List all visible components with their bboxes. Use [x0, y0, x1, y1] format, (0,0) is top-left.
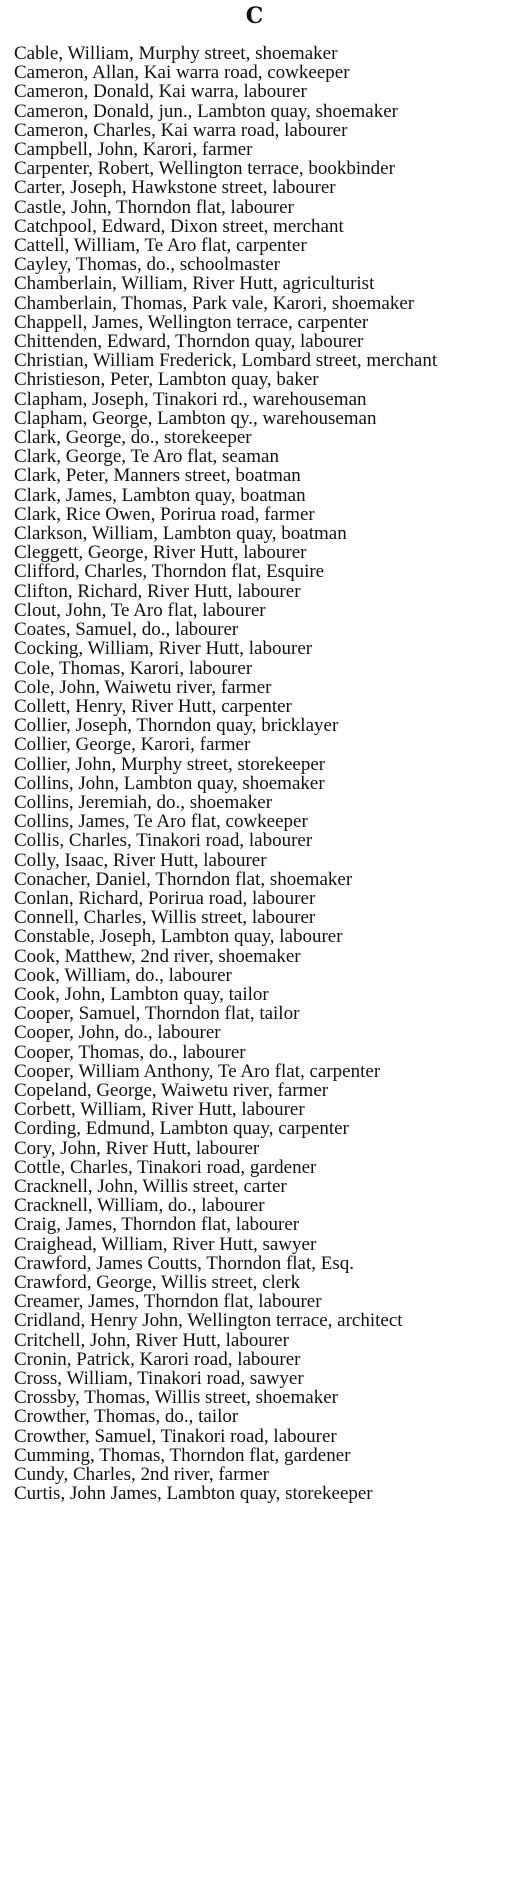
directory-entry: Crawford, George, Willis street, clerk: [14, 1272, 301, 1293]
directory-entry: Copeland, George, Waiwetu river, farmer: [14, 1079, 329, 1101]
directory-entry: Clapham, George, Lambton qy., warehouseman: [14, 407, 377, 429]
directory-entry: Critchell, John, River Hutt, labourer: [14, 1329, 289, 1351]
directory-entry: Clifford, Charles, Thorndon flat, Esquire: [14, 561, 325, 583]
directory-entry: Conlan, Richard, Porirua road, labourer: [14, 887, 316, 909]
directory-entry: Cameron, Donald, Kai warra, labourer: [14, 81, 307, 103]
directory-entry: Cameron, Allan, Kai warra road, cowkeeper: [14, 62, 350, 84]
directory-entry-list: [8, 44, 502, 1503]
directory-entry: Clifton, Richard, River Hutt, labourer: [14, 580, 301, 602]
directory-entry: Clapham, Joseph, Tinakori rd., warehouseman: [14, 388, 367, 410]
directory-entry: Cocking, William, River Hutt, labourer: [14, 638, 313, 660]
directory-entry: Curtis, John James, Lambton quay, storekeeper: [14, 1483, 373, 1505]
directory-entry: Clark, George, Te Aro flat, seaman: [14, 446, 279, 468]
directory-entry: Catchpool, Edward, Dixon street, merchant: [14, 215, 344, 237]
directory-entry: Christieson, Peter, Lambton quay, baker: [14, 369, 319, 391]
directory-entry: Creamer, James, Thorndon flat, labourer: [14, 1291, 322, 1313]
directory-entry: Craighead, William, River Hutt, sawyer: [14, 1233, 317, 1255]
directory-entry: Cracknell, William, do., labourer: [14, 1195, 265, 1217]
directory-entry: Clark, Rice Owen, Porirua road, farmer: [14, 503, 315, 525]
directory-entry: Cole, John, Waiwetu river, farmer: [14, 676, 272, 698]
directory-entry: Christian, William Frederick, Lombard street, merchant: [14, 350, 438, 372]
directory-entry: Cayley, Thomas, do., schoolmaster: [14, 254, 280, 276]
directory-entry: Cameron, Charles, Kai warra road, labourer: [14, 119, 348, 141]
directory-entry: Connell, Charles, Willis street, labourer: [14, 907, 316, 929]
directory-entry: Chamberlain, Thomas, Park vale, Karori, shoemaker: [14, 292, 415, 314]
directory-entry: Cridland, Henry John, Wellington terrace, architect: [14, 1310, 403, 1332]
directory-entry: Cooper, Thomas, do., labourer: [14, 1041, 246, 1063]
directory-entry: Cross, William, Tinakori road, sawyer: [14, 1368, 304, 1390]
directory-entry: Castle, John, Thorndon flat, labourer: [14, 196, 294, 218]
directory-entry: Cameron, Donald, jun., Lambton quay, shoemaker: [14, 100, 398, 122]
directory-entry: Cleggett, George, River Hutt, labourer: [14, 542, 307, 564]
directory-entry: Collins, James, Te Aro flat, cowkeeper: [14, 811, 308, 833]
directory-entry: Crawford, James Coutts, Thorndon flat, Esq.: [14, 1252, 355, 1274]
directory-entry: Cooper, Samuel, Thorndon flat, tailor: [14, 1003, 300, 1025]
directory-entry: Cottle, Charles, Tinakori road, gardener: [14, 1156, 317, 1178]
directory-entry: Clout, John, Te Aro flat, labourer: [14, 599, 266, 621]
directory-entry: Clark, James, Lambton quay, boatman: [14, 484, 306, 506]
directory-entry: Chittenden, Edward, Thorndon quay, labourer: [14, 331, 364, 353]
directory-entry: Corbett, William, River Hutt, labourer: [14, 1099, 305, 1121]
directory-entry: Cole, Thomas, Karori, labourer: [14, 657, 253, 679]
directory-entry: Collier, George, Karori, farmer: [14, 734, 251, 756]
directory-entry: Cory, John, River Hutt, labourer: [14, 1137, 260, 1159]
directory-entry: Carpenter, Robert, Wellington terrace, bookbinder: [14, 158, 395, 180]
directory-entry: Collett, Henry, River Hutt, carpenter: [14, 695, 292, 717]
directory-entry: Cording, Edmund, Lambton quay, carpenter: [14, 1118, 349, 1140]
directory-entry: Collins, John, Lambton quay, shoemaker: [14, 772, 325, 794]
directory-entry: Cook, William, do., labourer: [14, 964, 232, 986]
directory-entry: Cumming, Thomas, Thorndon flat, gardener: [14, 1444, 351, 1466]
directory-entry: Collier, John, Murphy street, storekeeper: [14, 753, 326, 775]
directory-entry: Collier, Joseph, Thorndon quay, bricklayer: [14, 715, 339, 737]
directory-entry: Cable, William, Murphy street, shoemaker: [14, 43, 338, 64]
directory-entry: Chappell, James, Wellington terrace, carpenter: [14, 311, 369, 333]
section-letter-heading: C: [245, 3, 265, 29]
directory-entry: Cook, Matthew, 2nd river, shoemaker: [14, 945, 301, 967]
directory-entry: Clark, George, do., storekeeper: [14, 427, 252, 449]
directory-entry: Constable, Joseph, Lambton quay, labourer: [14, 926, 343, 948]
directory-entry: Carter, Joseph, Hawkstone street, labourer: [14, 177, 336, 199]
directory-entry: Cattell, William, Te Aro flat, carpenter: [14, 235, 307, 257]
directory-entry: Clark, Peter, Manners street, boatman: [14, 465, 301, 487]
directory-entry: Cooper, John, do., labourer: [14, 1022, 221, 1044]
directory-entry: Craig, James, Thorndon flat, labourer: [14, 1214, 300, 1236]
directory-entry: Collis, Charles, Tinakori road, labourer: [14, 830, 313, 852]
directory-entry: Crossby, Thomas, Willis street, shoemaker: [14, 1387, 338, 1409]
directory-entry: Conacher, Daniel, Thorndon flat, shoemaker: [14, 868, 353, 890]
directory-entry: Cooper, William Anthony, Te Aro flat, carpenter: [14, 1060, 381, 1082]
directory-entry: Cracknell, John, Willis street, carter: [14, 1175, 287, 1197]
directory-entry: Cook, John, Lambton quay, tailor: [14, 983, 269, 1005]
directory-entry: Cronin, Patrick, Karori road, labourer: [14, 1348, 301, 1370]
directory-entry: Coates, Samuel, do., labourer: [14, 619, 239, 641]
directory-entry: Chamberlain, William, River Hutt, agriculturist: [14, 273, 375, 295]
directory-entry: Crowther, Thomas, do., tailor: [14, 1406, 239, 1428]
directory-entry: Cundy, Charles, 2nd river, farmer: [14, 1464, 269, 1486]
directory-entry: Campbell, John, Karori, farmer: [14, 139, 253, 161]
directory-entry: Colly, Isaac, River Hutt, labourer: [14, 849, 267, 871]
directory-entry: Clarkson, William, Lambton quay, boatman: [14, 523, 347, 545]
directory-entry: Collins, Jeremiah, do., shoemaker: [14, 791, 273, 813]
directory-entry: Crowther, Samuel, Tinakori road, labourer: [14, 1425, 337, 1447]
